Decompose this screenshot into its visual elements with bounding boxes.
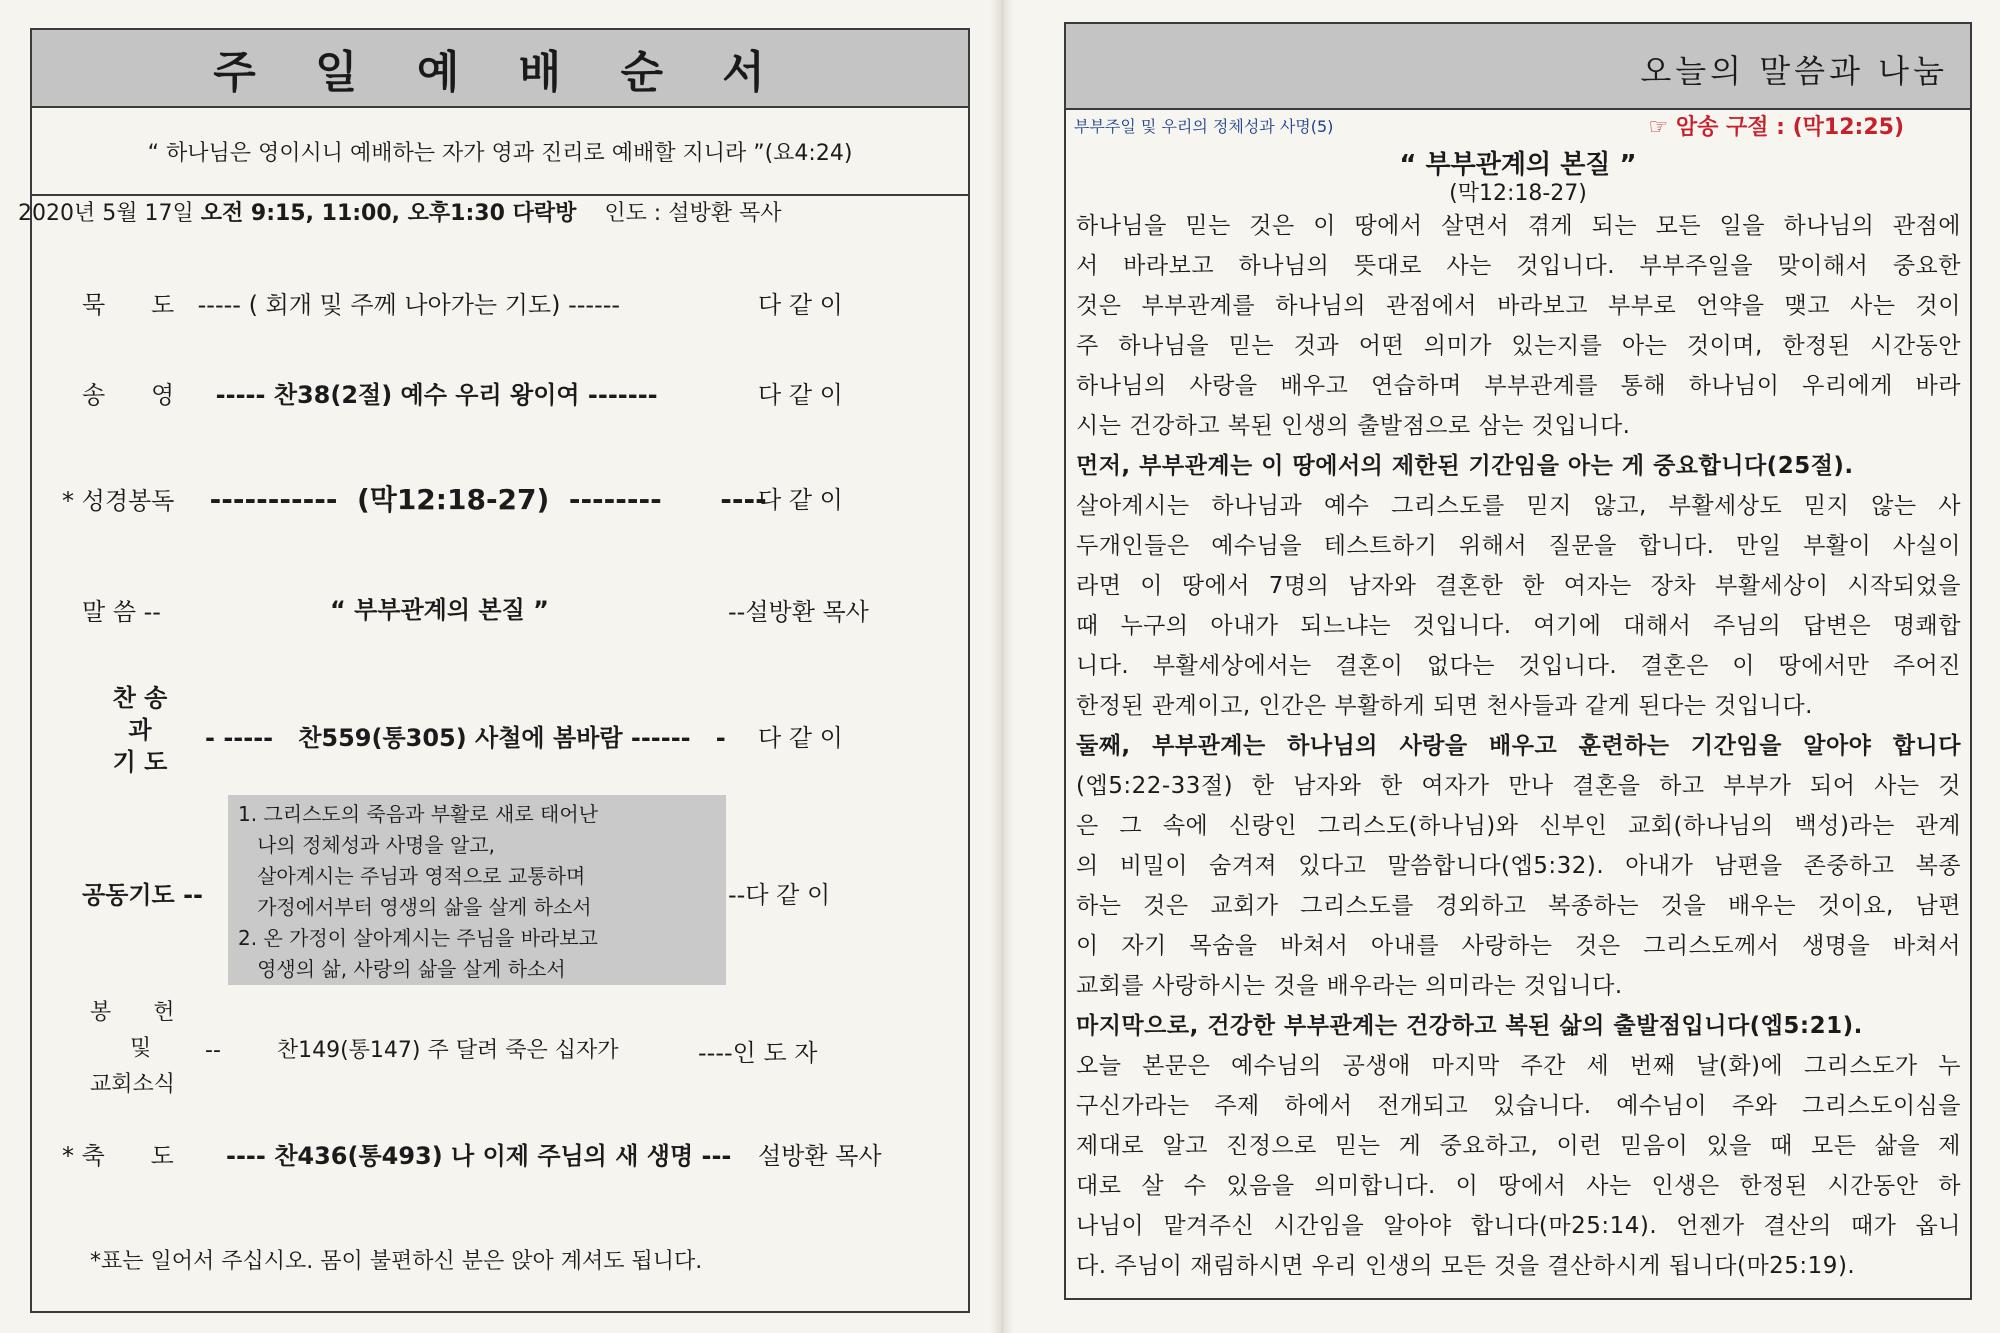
point-heading: 둘째, 부부관계는 하나님의 사랑을 배우고 훈련하는 기간임을 알아야 합니다 (1076, 733, 1961, 759)
service-leader: 인도 : 설방환 목사 (604, 201, 782, 226)
item-detail: ----- ( 회개 및 주께 나아가는 기도) ------ (197, 291, 621, 319)
body-line: 니다. 부활세상에서는 결혼이 없다는 것입니다. 결혼은 이 땅에서만 주어진 (1076, 653, 1961, 679)
body-line: 라면 이 땅에서 7명의 남자와 결혼한 한 여자는 장차 부활세상이 시작되었을 (1076, 573, 1961, 599)
silent-prayer-row (82, 285, 620, 320)
body-line: 하나님의 사랑을 배우고 연습하며 부부관계를 통해 하나님이 우리에게 바라 (1076, 373, 1961, 399)
page-fold (990, 0, 1014, 1333)
body-line: 의 비밀이 숨겨져 있다고 말씀합니다(엡5:32). 아내가 남편을 존중하고 복종 (1076, 853, 1961, 879)
label-line: 기 도 (112, 748, 168, 776)
label-line: 봉 헌 (90, 1000, 175, 1025)
body-line: 서 바라보고 하나님의 뜻대로 사는 것입니다. 부부주일을 맞이해서 중요한 (1076, 253, 1961, 279)
prayer-line: 1. 그리스도의 죽음과 부활로 새로 태어난 (238, 802, 598, 826)
worship-order-title: 주 일 예 배 순 서 (213, 47, 787, 98)
series-label: 부부주일 및 우리의 정체성과 사명(5) (1074, 117, 1334, 136)
hymn-prayer-label (100, 682, 180, 778)
label-line: 및 (130, 1036, 152, 1061)
hymn-detail: - ----- 찬559(통305) 사철에 봄바람 ------ - (205, 724, 726, 752)
body-line: 살아계시는 하나님과 예수 그리스도를 믿지 않고, 부활세상도 믿지 않는 사 (1076, 493, 1961, 519)
body-line: 오늘 본문은 예수님의 공생애 마지막 주간 세 번째 날(화)에 그리스도가 누 (1076, 1053, 1961, 1079)
prayer-line: 살아계시는 주님과 영적으로 교통하며 (238, 864, 586, 888)
offering-label (90, 995, 175, 1103)
label-line: 찬 송 (112, 684, 168, 712)
body-line: 이 자기 목숨을 바쳐서 아내를 사랑하는 것은 그리스도께서 생명을 바쳐서 (1076, 933, 1961, 959)
body-line: 구신가라는 주제 하에서 전개되고 있습니다. 예수님이 주와 그리스도이심을 (1076, 1093, 1961, 1119)
service-info (18, 196, 918, 227)
item-detail: ----- 찬38(2절) 예수 우리 왕이여 ------- (215, 381, 658, 409)
scripture-reading-by: 다 같 이 (758, 486, 843, 514)
benediction-by: 설방환 목사 (758, 1142, 882, 1170)
silent-prayer-by: 다 같 이 (758, 291, 843, 319)
body-line: (엡5:22-33절) 한 남자와 한 여자가 만나 결혼을 하고 부부가 되어 사는 것 (1076, 773, 1961, 799)
scripture-quote: “ 하나님은 영이시니 예배하는 자가 영과 진리로 예배할 지니라 ”(요4:24) (32, 108, 968, 196)
sermon-heading: “ 부부관계의 본질 ” (1399, 150, 1637, 180)
body-line: 때 누구의 아내가 되느냐는 것입니다. 여기에 대해서 주님의 답변은 명쾌합 (1076, 613, 1961, 639)
sermon-title: “ 부부관계의 본질 ” (330, 596, 549, 624)
benediction-detail: ---- 찬436(통493) 나 이제 주님의 새 생명 --- (226, 1142, 732, 1170)
body-line: 것은 부부관계를 하나님의 관점에서 바라보고 부부로 언약을 맺고 사는 것이 (1076, 293, 1961, 319)
item-label: * 성경봉독 (62, 487, 175, 515)
doxology-row (82, 375, 658, 410)
body-line: 대로 살 수 있음을 의미합니다. 이 땅에서 사는 인생은 한정된 시간동안 하 (1076, 1173, 1961, 1199)
benediction-label: * 축 도 (62, 1142, 174, 1170)
worship-order-header (32, 30, 968, 108)
right-page (1000, 0, 2000, 1333)
sermon-label: 말 씀 -- (82, 598, 161, 626)
common-prayer-box (228, 795, 726, 985)
memory-verse: ☞ 암송 구절 : (막12:25) (1648, 115, 1904, 140)
point-heading: 먼저, 부부관계는 이 땅에서의 제한된 기간임을 아는 게 중요합니다(25절). (1076, 453, 1854, 479)
body-line: 주 하나님을 믿는 것과 어떤 의미가 있는지를 아는 것이며, 한정된 시간동안 (1076, 333, 1961, 359)
item-label: 묵 도 (82, 291, 175, 319)
offering-by: ----인 도 자 (698, 1039, 818, 1067)
body-line: 두개인들은 예수님을 테스트하기 위해서 질문을 합니다. 만일 부활이 사실이 (1076, 533, 1961, 559)
label-line: 과 (128, 716, 152, 744)
body-line: 하는 것은 교회가 그리스도를 경외하고 복종하는 것을 배우는 것이요, 남편 (1076, 893, 1961, 919)
body-line: 시는 건강하고 복된 인생의 출발점으로 삼는 것입니다. (1076, 413, 1631, 439)
common-prayer-label: 공동기도 -- (82, 881, 204, 909)
body-line: 제대로 알고 진정으로 믿는 게 중요하고, 이런 믿음이 있을 때 모든 삶을 제 (1076, 1133, 1961, 1159)
point-heading: 마지막으로, 건강한 부부관계는 건강하고 복된 삶의 출발점입니다(엡5:21). (1076, 1013, 1863, 1039)
body-line: 은 그 속에 신랑인 그리스도(하나님)와 신부인 교회(하나님의 백성)라는 관계 (1076, 813, 1961, 839)
hymn-by: 다 같 이 (758, 724, 843, 752)
sermon-reference: (막12:18-27) (1449, 181, 1587, 206)
item-detail: ----------- (막12:18-27) -------- ---- (209, 483, 767, 516)
doxology-by: 다 같 이 (758, 381, 843, 409)
common-prayer-by: --다 같 이 (728, 881, 831, 909)
body-line: 한정된 관계이고, 인간은 부활하게 되면 천사들과 같게 된다는 것입니다. (1076, 693, 1813, 719)
label-line: 교회소식 (90, 1072, 176, 1097)
sermon-preacher: --설방환 목사 (728, 598, 869, 626)
body-line: 나님이 맡겨주신 시간임을 알아야 합니다(마25:14). 언젠가 결산의 때가 옵니 (1076, 1213, 1961, 1239)
scripture-reading-row (62, 478, 767, 518)
item-label: 송 영 (82, 381, 175, 409)
prayer-line: 가정에서부터 영생의 삶을 살게 하소서 (238, 895, 592, 919)
service-date: 2020년 5월 17일 (18, 201, 194, 226)
body-line: 다. 주님이 재림하시면 우리 인생의 모든 것을 결산하시게 됩니다(마25:19). (1076, 1253, 1856, 1279)
prayer-line: 2. 온 가정이 살아계시는 주님을 바라보고 (238, 926, 598, 950)
sermon-frame (1064, 22, 1972, 1300)
standing-note: *표는 일어서 주십시오. 몸이 불편하신 분은 앉아 계셔도 됩니다. (90, 1249, 703, 1274)
sermon-body (1076, 206, 1961, 1286)
offering-detail: -- 찬149(통147) 주 달려 죽은 십자가 (205, 1038, 619, 1063)
body-line: 교회를 사랑하시는 것을 배우라는 의미라는 것입니다. (1076, 973, 1623, 999)
service-times: 오전 9:15, 11:00, 오후1:30 다락방 (200, 201, 577, 226)
body-line: 하나님을 믿는 것은 이 땅에서 살면서 겪게 되는 모든 일을 하나님의 관점에 (1076, 213, 1961, 239)
sermon-header-title: 오늘의 말씀과 나눔 (1640, 52, 1948, 90)
prayer-line: 나의 정체성과 사명을 알고, (238, 833, 496, 857)
sermon-header (1066, 24, 1970, 110)
prayer-line: 영생의 삶, 사랑의 삶을 살게 하소서 (238, 957, 566, 981)
